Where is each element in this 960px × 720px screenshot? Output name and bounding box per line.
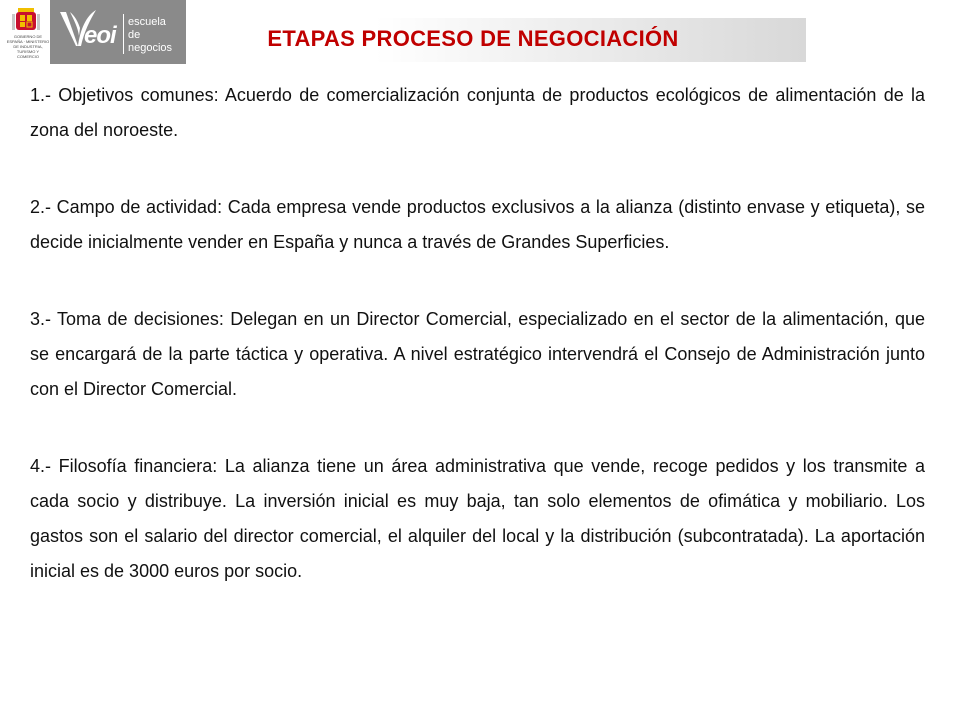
eoi-tagline-line1: escuela [128, 16, 166, 28]
logo-area [0, 0, 190, 68]
eoi-logo [50, 0, 186, 64]
title-bar [190, 18, 806, 62]
paragraph-toma-decisiones: 3.- Toma de decisiones: Delegan en un Director Comercial, especializado en el sector de la alimentación, que se encargará de la parte táctica y operativa. A nivel estratégico intervendrá el Consejo de Administración junto con el Director Comercial. [30, 309, 925, 399]
content-body [30, 78, 925, 589]
logo-divider [123, 14, 124, 54]
paragraph-objetivos: 1.- Objetivos comunes: Acuerdo de comercialización conjunta de productos ecológicos de alimentación de la zona del noroeste. [30, 85, 925, 140]
paragraph-filosofia-financiera: 4.- Filosofía financiera: La alianza tiene un área administrativa que vende, recoge pedidos y los transmite a cada socio y distribuye. La inversión inicial es muy baja, tan solo elementos de ofimática y mobiliario. Los gastos son el salario del director comercial, el alquiler del local y la distribución (subcontratada). La aportación inicial es de 3000 euros por socio. [30, 456, 925, 581]
gov-ministry-text: GOBIERNO DE ESPAÑA · MINISTERIO DE INDUSTRIA, TURISMO Y COMERCIO [6, 34, 50, 59]
eoi-tagline-line2: de negocios [128, 29, 173, 54]
page-title: ETAPAS PROCESO DE NEGOCIACIÓN [267, 26, 679, 51]
eoi-tagline [128, 16, 186, 55]
paragraph-campo-actividad: 2.- Campo de actividad: Cada empresa vende productos exclusivos a la alianza (distinto envase y etiqueta), se decide inicialmente vender en España y nunca a través de Grandes Superficies. [30, 197, 925, 252]
eoi-brand-text: eoi [84, 22, 116, 49]
